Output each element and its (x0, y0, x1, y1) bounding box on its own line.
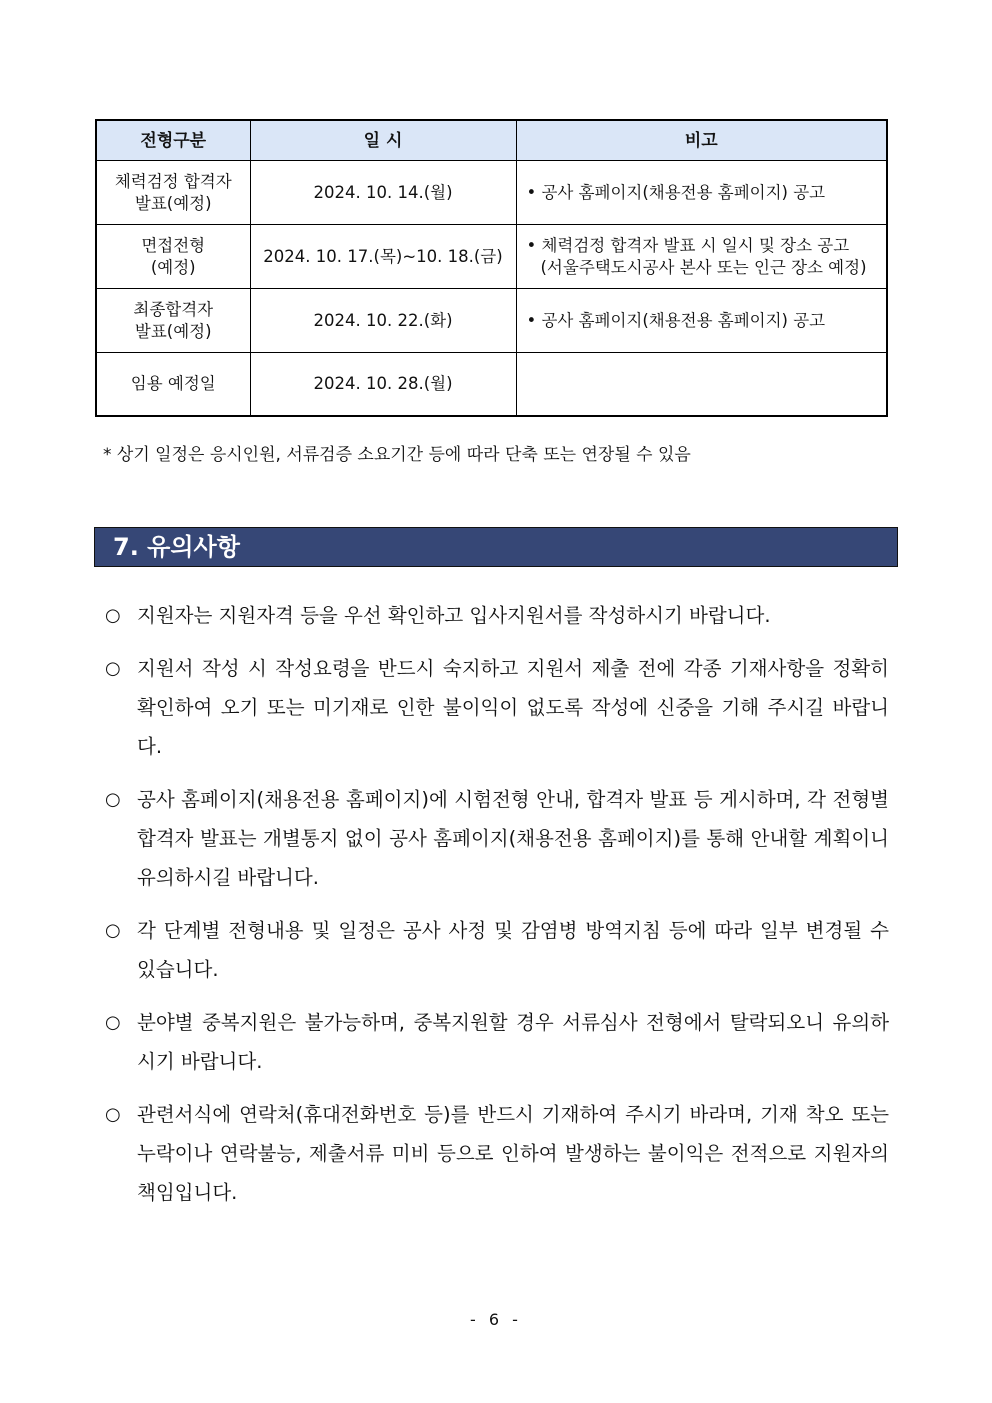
note-cell: • 공사 홈페이지(채용전용 홈페이지) 공고 (516, 161, 887, 225)
list-item: ○ 각 단계별 전형내용 및 일정은 공사 사정 및 감염병 방역지침 등에 따라 일부 변경될 수 있습니다. (105, 911, 889, 989)
table-header-row (96, 120, 887, 161)
list-item: ○ 관련서식에 연락처(휴대전화번호 등)를 반드시 기재하여 주시기 바라며, 기재 착오 또는 누락이나 연락불능, 제출서류 미비 등으로 인하여 발생하는 불이익은 전적으로 지원자의 책임입니다. (105, 1095, 889, 1212)
table-row (96, 161, 887, 225)
schedule-table (95, 119, 888, 417)
list-item: ○ 공사 홈페이지(채용전용 홈페이지)에 시험전형 안내, 합격자 발표 등 게시하며, 각 전형별 합격자 발표는 개별통지 없이 공사 홈페이지(채용전용 홈페이지)를 통해 안내할 계획이니 유의하시길 바랍니다. (105, 780, 889, 897)
schedule-footnote: * 상기 일정은 응시인원, 서류검증 소요기간 등에 따라 단축 또는 연장될 수 있음 (103, 445, 691, 465)
stage-cell: 최종합격자 발표(예정) (96, 289, 250, 353)
notice-list (105, 596, 889, 1226)
list-item: ○ 지원서 작성 시 작성요령을 반드시 숙지하고 지원서 제출 전에 각종 기재사항을 정확히 확인하여 오기 또는 미기재로 인한 불이익이 없도록 작성에 신중을 기해 주시길 바랍니다. (105, 649, 889, 766)
circle-bullet-icon: ○ (105, 1012, 121, 1033)
circle-bullet-icon: ○ (105, 658, 121, 679)
circle-bullet-icon: ○ (105, 920, 121, 941)
stage-cell: 체력검정 합격자 발표(예정) (96, 161, 250, 225)
table-row (96, 225, 887, 289)
circle-bullet-icon: ○ (105, 605, 121, 626)
circle-bullet-icon: ○ (105, 789, 121, 810)
date-cell: 2024. 10. 14.(월) (250, 161, 516, 225)
table-row (96, 289, 887, 353)
header-date: 일 시 (250, 120, 516, 161)
stage-cell: 면접전형 (예정) (96, 225, 250, 289)
date-cell: 2024. 10. 22.(화) (250, 289, 516, 353)
date-cell: 2024. 10. 28.(월) (250, 353, 516, 417)
section-title: 7. 유의사항 (113, 533, 240, 561)
stage-cell: 임용 예정일 (96, 353, 250, 417)
table-row (96, 353, 887, 417)
note-cell: • 공사 홈페이지(채용전용 홈페이지) 공고 (516, 289, 887, 353)
header-stage: 전형구분 (96, 120, 250, 161)
note-cell: • 체력검정 합격자 발표 시 일시 및 장소 공고 (서울주택도시공사 본사 또는 인근 장소 예정) (516, 225, 887, 289)
header-note: 비고 (516, 120, 887, 161)
circle-bullet-icon: ○ (105, 1104, 121, 1125)
section-banner (94, 527, 898, 567)
note-cell (516, 353, 887, 417)
list-item: ○ 분야별 중복지원은 불가능하며, 중복지원할 경우 서류심사 전형에서 탈락되오니 유의하시기 바랍니다. (105, 1003, 889, 1081)
date-cell: 2024. 10. 17.(목)~10. 18.(금) (250, 225, 516, 289)
list-item: ○ 지원자는 지원자격 등을 우선 확인하고 입사지원서를 작성하시기 바랍니다. (105, 596, 889, 635)
page-number: - 6 - (470, 1310, 522, 1329)
